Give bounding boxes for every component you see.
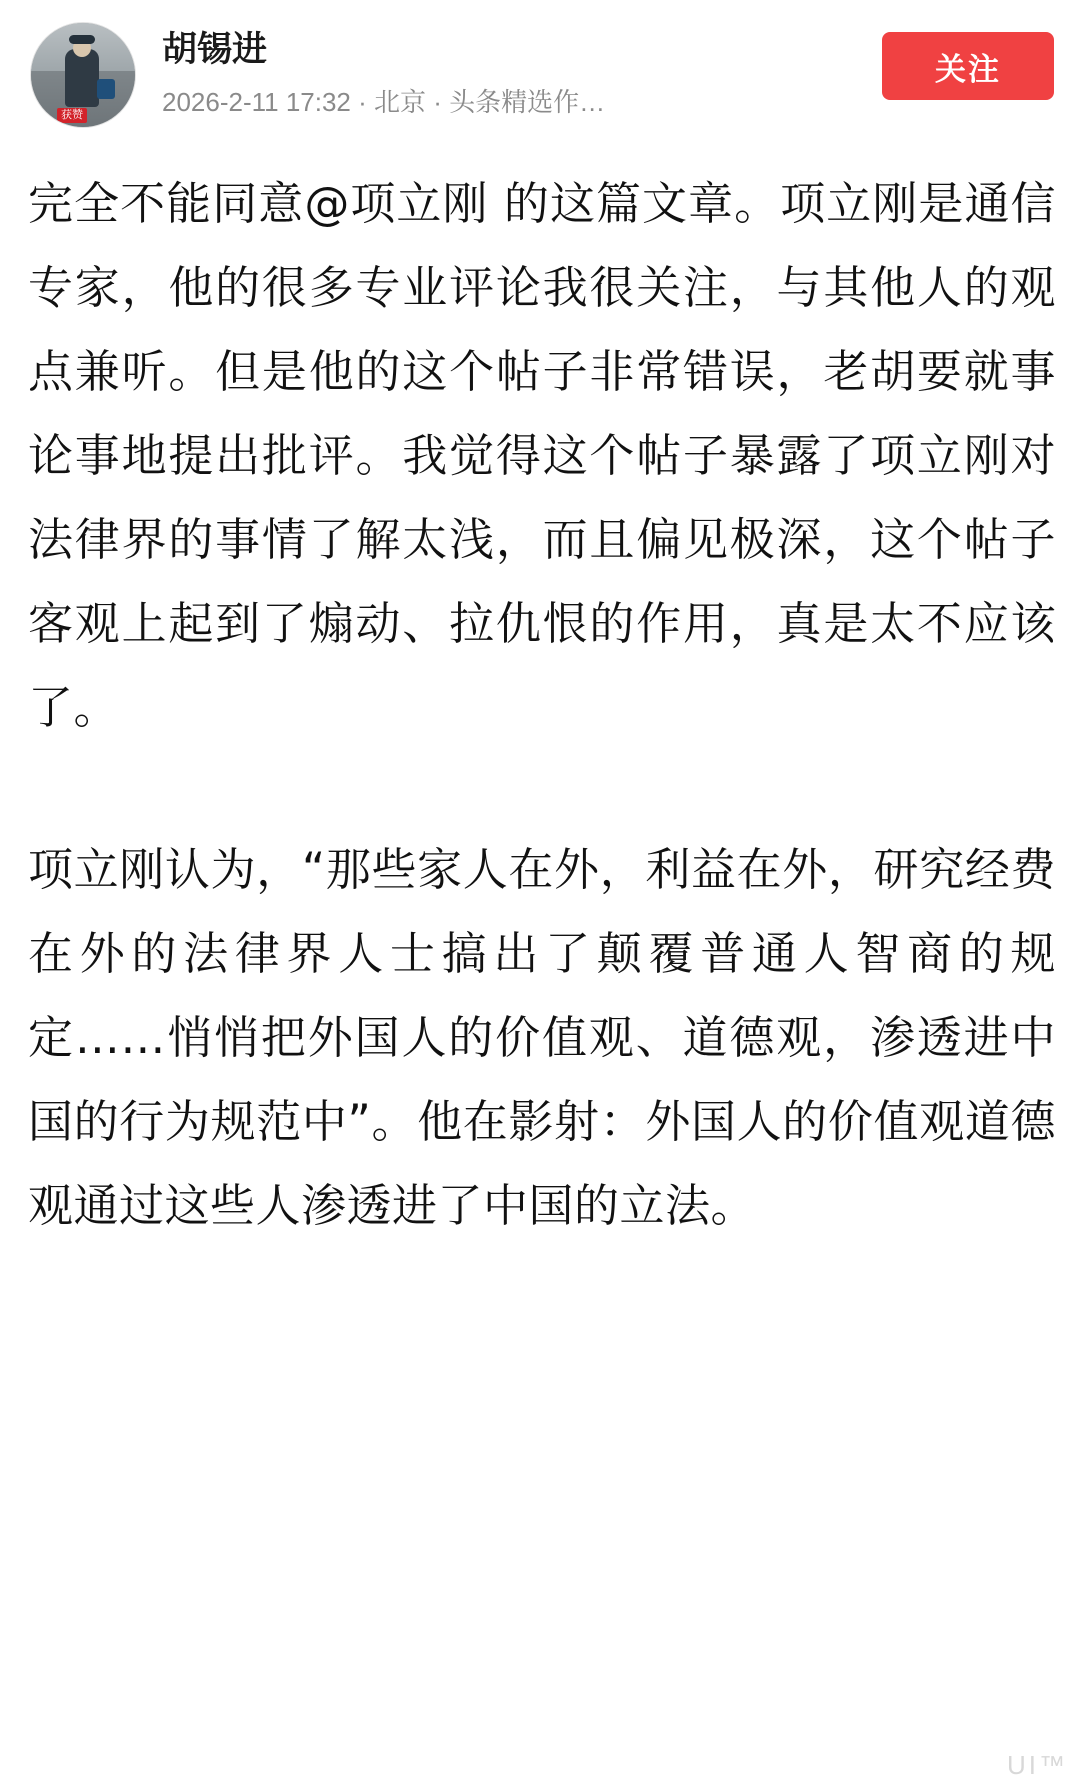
follow-button[interactable]: 关注	[882, 32, 1054, 100]
post-header	[0, 0, 1084, 128]
author-name[interactable]: 胡锡进	[162, 30, 268, 69]
watermark: UI™	[1007, 1750, 1068, 1780]
post-paragraph-2: 项立刚认为，“那些家人在外，利益在外，研究经费在外的法律界人士搞出了颠覆普通人智商的规定……悄悄把外国人的价值观、道德观，渗透进中国的行为规范中”。他在影射：外国人的价值观道德观通过这些人渗透进了中国的立法。	[28, 843, 1056, 1232]
avatar-person-hat	[69, 35, 95, 44]
avatar-badge: 获赞	[57, 108, 87, 123]
post-paragraph-1: 完全不能同意@项立刚 的这篇文章。项立刚是通信专家，他的很多专业评论我很关注，与其他人的观点兼听。但是他的这个帖子非常错误，老胡要就事论事地提出批评。我觉得这个帖子暴露了项立刚对法律界的事情了解太浅，而且偏见极深，这个帖子客观上起到了煽动、拉仇恨的作用，真是太不应该了。	[28, 177, 1056, 734]
author-info	[136, 22, 882, 118]
avatar[interactable]	[30, 22, 136, 128]
post-body	[0, 128, 1084, 1248]
post-meta: 2026-2-11 17:32 · 北京 · 头条精选作…	[162, 87, 606, 117]
avatar-person-bag	[97, 79, 115, 99]
avatar-person-body	[65, 49, 99, 107]
